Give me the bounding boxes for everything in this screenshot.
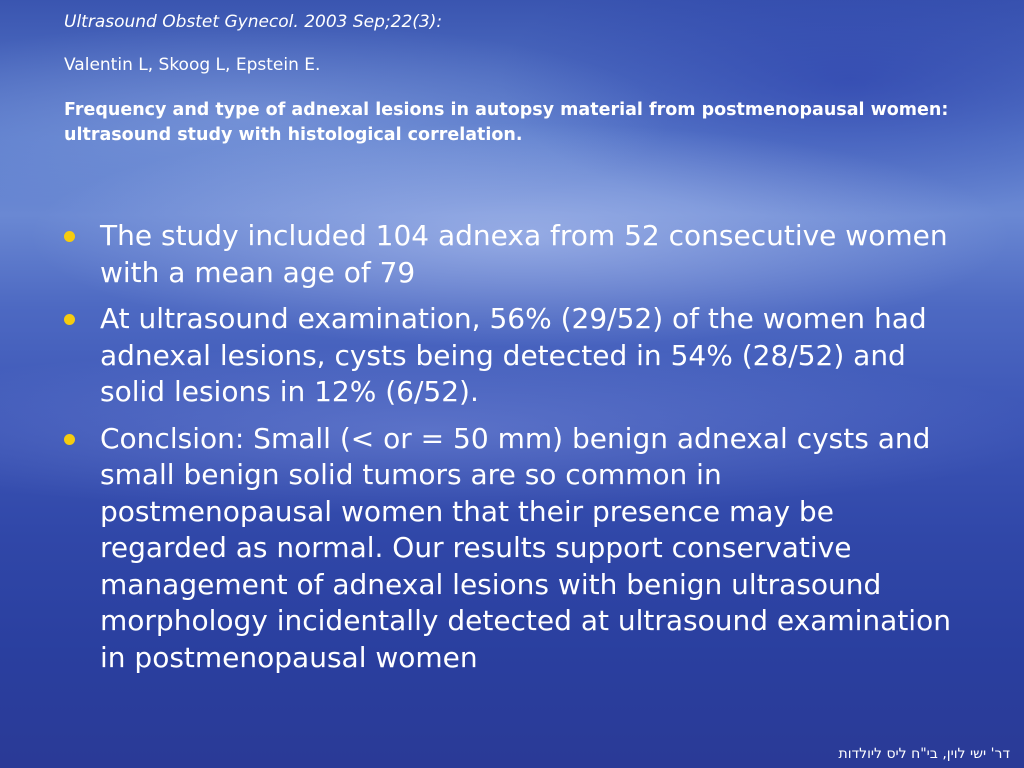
bullet-item xyxy=(62,218,962,291)
bullet-text: At ultrasound examination, 56% (29/52) of the women had adnexal lesions, cysts being detected in 54% (28/52) and solid lesions in 12% (6/52). xyxy=(100,302,927,408)
journal-reference: Ultrasound Obstet Gynecol. 2003 Sep;22(3): xyxy=(64,12,443,32)
citation-block xyxy=(64,12,964,148)
bullet-dot-icon xyxy=(64,434,75,445)
bullet-item xyxy=(62,421,962,677)
footer-author: דר' ישי לוין, בי"ח ליס ליולדות xyxy=(838,746,1010,762)
bullet-list xyxy=(62,218,962,686)
bullet-dot-icon xyxy=(64,231,75,242)
article-title: Frequency and type of adnexal lesions in autopsy material from postmenopausal women: ultrasound study with histological correlation. xyxy=(64,100,949,145)
bullet-item xyxy=(62,301,962,411)
bullet-dot-icon xyxy=(64,314,75,325)
bullet-text: Conclsion: Small (< or = 50 mm) benign adnexal cysts and small benign solid tumors are so common in postmenopausal women that their presence may be regarded as normal. Our results support conservative management of adnexal lesions with benign ultrasound morphology incidentally detected at ultrasound examination in postmenopausal women xyxy=(100,421,951,674)
authors: Valentin L, Skoog L, Epstein E. xyxy=(64,55,321,75)
bullet-text: The study included 104 adnexa from 52 consecutive women with a mean age of 79 xyxy=(100,219,948,289)
